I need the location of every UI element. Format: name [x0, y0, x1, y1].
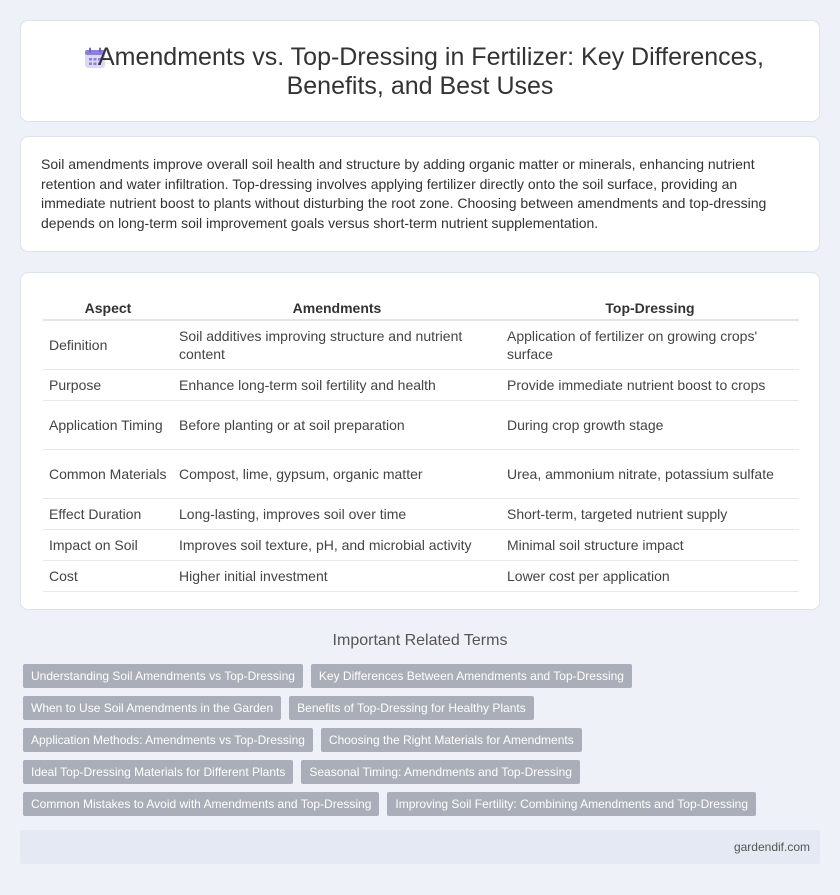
- table-cell-amendments: Enhance long-term soil fertility and health: [173, 370, 501, 401]
- table-cell-aspect: Common Materials: [43, 450, 173, 499]
- table-cell-top-dressing: Lower cost per application: [501, 561, 799, 592]
- page-title-line1: Amendments vs. Top-Dressing in Fertilizer: Key Differences,: [98, 43, 764, 71]
- table-cell-aspect: Purpose: [43, 370, 173, 401]
- table-row: [43, 499, 799, 530]
- related-terms-row: [23, 728, 823, 752]
- table-cell-aspect: Application Timing: [43, 401, 173, 450]
- footer-site-link[interactable]: gardendif.com: [733, 840, 810, 854]
- related-term-link[interactable]: Application Methods: Amendments vs Top-Dressing: [23, 728, 313, 752]
- table-cell-amendments: Soil additives improving structure and nutrient content: [173, 320, 501, 370]
- related-term-link[interactable]: Ideal Top-Dressing Materials for Different Plants: [23, 760, 293, 784]
- related-term-link[interactable]: Common Mistakes to Avoid with Amendments and Top-Dressing: [23, 792, 379, 816]
- page-title-line2: Benefits, and Best Uses: [286, 72, 554, 100]
- table-cell-top-dressing: Application of fertilizer on growing crops' surface: [501, 320, 799, 370]
- related-terms-row: [23, 792, 823, 816]
- header-card: [20, 20, 820, 122]
- related-term-link[interactable]: Choosing the Right Materials for Amendments: [321, 728, 582, 752]
- table-cell-amendments: Improves soil texture, pH, and microbial activity: [173, 530, 501, 561]
- table-cell-top-dressing: Provide immediate nutrient boost to crops: [501, 370, 799, 401]
- table-cell-amendments: Long-lasting, improves soil over time: [173, 499, 501, 530]
- related-term-link[interactable]: When to Use Soil Amendments in the Garden: [23, 696, 281, 720]
- table-cell-amendments: Before planting or at soil preparation: [173, 401, 501, 450]
- table-cell-aspect: Cost: [43, 561, 173, 592]
- related-term-link[interactable]: Understanding Soil Amendments vs Top-Dressing: [23, 664, 303, 688]
- related-terms-list: [23, 664, 823, 824]
- table-row: [43, 530, 799, 561]
- column-header-top-dressing: Top-Dressing: [501, 297, 799, 320]
- intro-text: Soil amendments improve overall soil health and structure by adding organic matter or minerals, enhancing nutrient retention and water infiltration. Top-dressing involves applying fertilizer directly onto the soil surface, providing an immediate nutrient boost to plants without disturbing the root zone. Choosing between amendments and top-dressing depends on long-term soil improvement goals versus short-term nutrient supplementation.: [41, 156, 767, 231]
- related-terms-row: [23, 696, 823, 720]
- footer: [20, 830, 820, 864]
- table-row: [43, 370, 799, 401]
- table-cell-aspect: Effect Duration: [43, 499, 173, 530]
- related-term-link[interactable]: Key Differences Between Amendments and Top-Dressing: [311, 664, 632, 688]
- table-cell-amendments: Compost, lime, gypsum, organic matter: [173, 450, 501, 499]
- table-cell-amendments: Higher initial investment: [173, 561, 501, 592]
- column-header-aspect: Aspect: [43, 297, 173, 320]
- column-header-amendments: Amendments: [173, 297, 501, 320]
- comparison-table-card: [20, 272, 820, 610]
- related-term-link[interactable]: Seasonal Timing: Amendments and Top-Dressing: [301, 760, 580, 784]
- table-cell-top-dressing: Urea, ammonium nitrate, potassium sulfate: [501, 450, 799, 499]
- table-cell-top-dressing: Short-term, targeted nutrient supply: [501, 499, 799, 530]
- related-terms-row: [23, 664, 823, 688]
- table-header-row: [43, 297, 799, 320]
- table-cell-aspect: Definition: [43, 320, 173, 370]
- table-row: [43, 401, 799, 450]
- related-term-link[interactable]: Benefits of Top-Dressing for Healthy Plants: [289, 696, 534, 720]
- related-terms-heading: Important Related Terms: [332, 632, 508, 649]
- table-cell-aspect: Impact on Soil: [43, 530, 173, 561]
- table-cell-top-dressing: During crop growth stage: [501, 401, 799, 450]
- table-row: [43, 320, 799, 370]
- related-terms-row: [23, 760, 823, 784]
- table-row: [43, 561, 799, 592]
- comparison-table: [43, 297, 799, 592]
- related-term-link[interactable]: Improving Soil Fertility: Combining Amendments and Top-Dressing: [387, 792, 756, 816]
- intro-card: [20, 136, 820, 252]
- table-cell-top-dressing: Minimal soil structure impact: [501, 530, 799, 561]
- page-title: [76, 43, 764, 101]
- table-row: [43, 450, 799, 499]
